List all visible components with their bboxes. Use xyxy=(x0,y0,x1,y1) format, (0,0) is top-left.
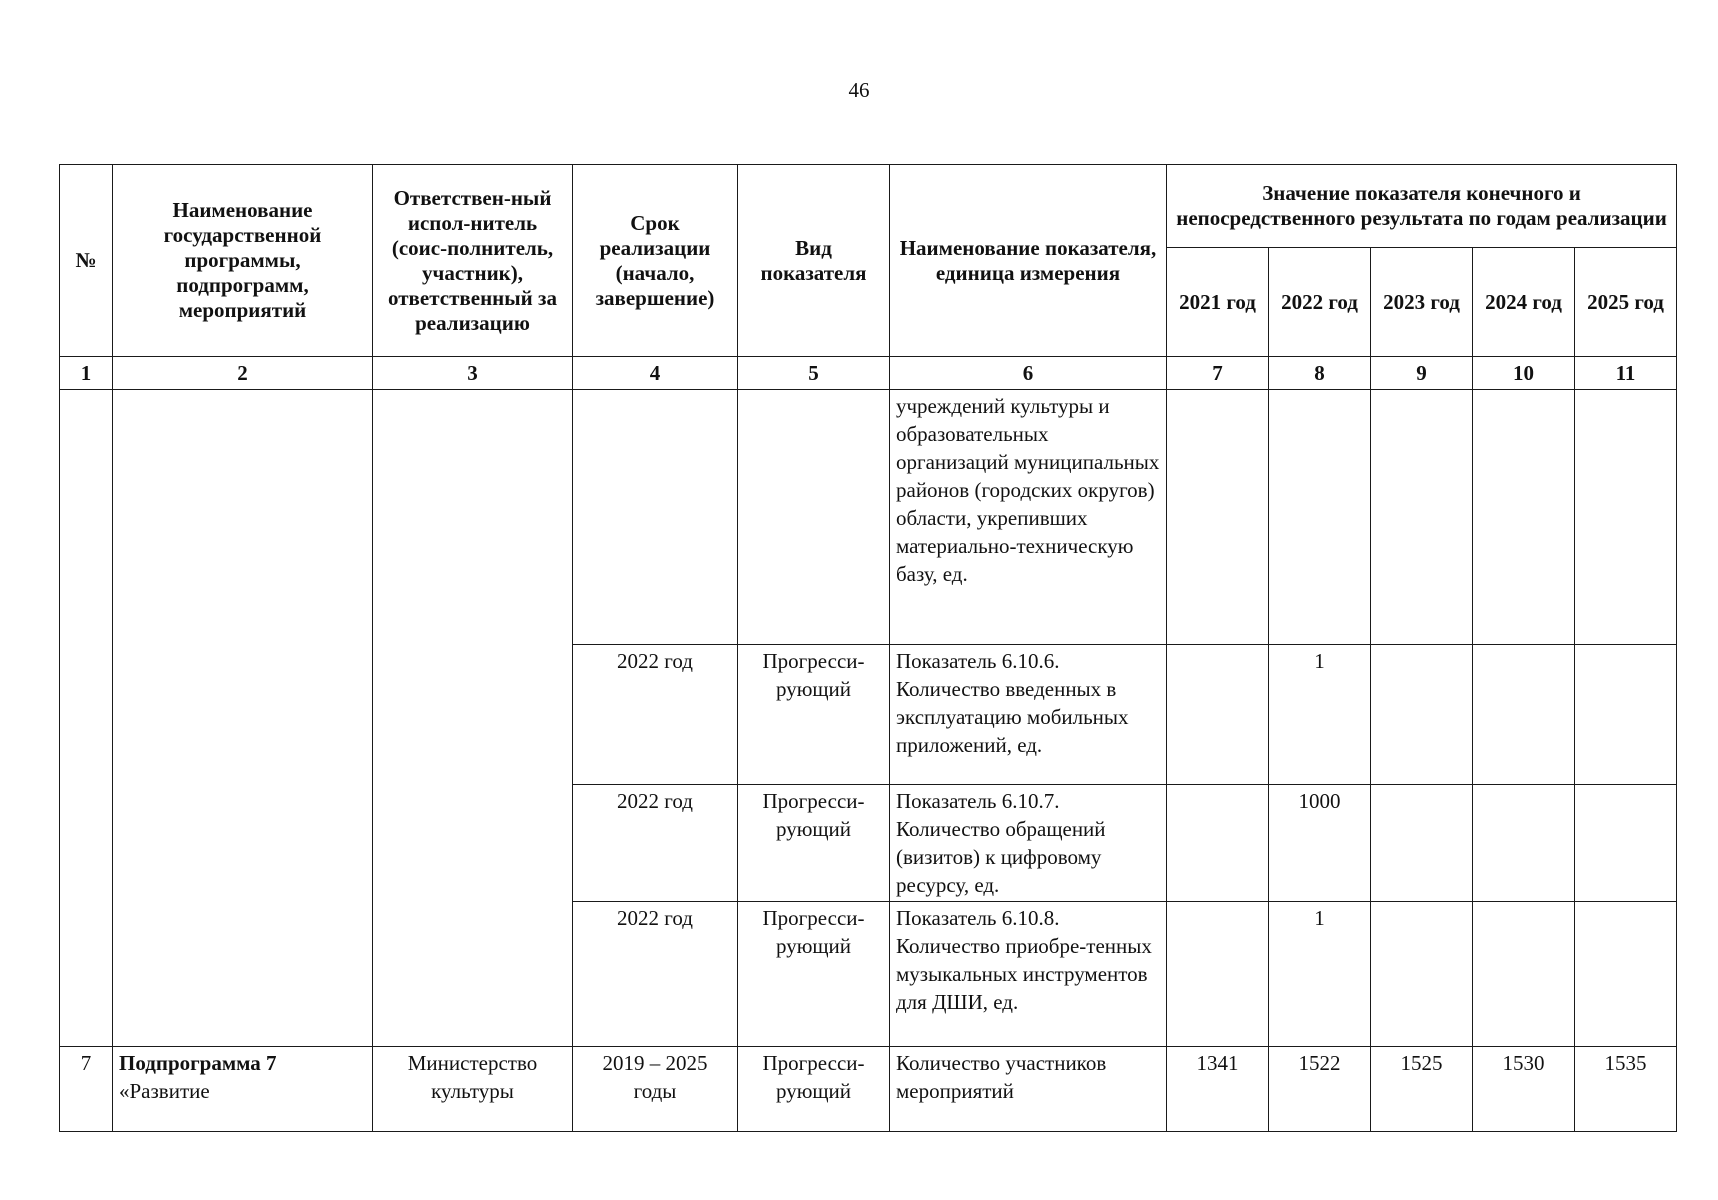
cell-term: 2022 год xyxy=(573,902,738,1047)
cell-program xyxy=(113,1047,373,1132)
header-row xyxy=(60,165,1677,248)
cell-responsible: Министерство культуры xyxy=(373,1047,573,1132)
cell-value-2022: 1000 xyxy=(1269,785,1371,902)
cell-term: 2019 – 2025 годы xyxy=(573,1047,738,1132)
cell-value-2022: 1 xyxy=(1269,902,1371,1047)
header-indicator: Наименование показателя, единица измерения xyxy=(890,165,1167,357)
header-type: Вид показателя xyxy=(738,165,890,357)
cell-value-2024: 1530 xyxy=(1473,1047,1575,1132)
table-row xyxy=(60,1047,1677,1132)
column-number: 10 xyxy=(1473,357,1575,390)
cell-indicator: Показатель 6.10.7. Количество обращений (визитов) к цифровому ресурсу, ед. xyxy=(890,785,1167,902)
cell-type: Прогресси-рующий xyxy=(738,785,890,902)
cell-type: Прогресси-рующий xyxy=(738,1047,890,1132)
cell-value-2025: 1535 xyxy=(1575,1047,1677,1132)
column-number: 4 xyxy=(573,357,738,390)
cell-no-empty xyxy=(60,390,113,1047)
column-number: 1 xyxy=(60,357,113,390)
header-year-2023: 2023 год xyxy=(1371,248,1473,357)
cell-program-empty xyxy=(113,390,373,1047)
column-number: 7 xyxy=(1167,357,1269,390)
indicators-table xyxy=(59,164,1677,1132)
column-number: 2 xyxy=(113,357,373,390)
cell-indicator: Показатель 6.10.6. Количество введенных в эксплуатацию мобильных приложений, ед. xyxy=(890,645,1167,785)
cell-term: 2022 год xyxy=(573,785,738,902)
column-number: 9 xyxy=(1371,357,1473,390)
column-number: 3 xyxy=(373,357,573,390)
cell-term-empty xyxy=(573,390,738,645)
header-year-2024: 2024 год xyxy=(1473,248,1575,357)
cell-indicator: Количество участников мероприятий xyxy=(890,1047,1167,1132)
header-values-group: Значение показателя конечного и непосредственного результата по годам реализации xyxy=(1167,165,1677,248)
cell-value-2022: 1 xyxy=(1269,645,1371,785)
cell-no: 7 xyxy=(60,1047,113,1132)
cell-value-2021: 1341 xyxy=(1167,1047,1269,1132)
header-no: № xyxy=(60,165,113,357)
header-year-2021: 2021 год xyxy=(1167,248,1269,357)
header-year-2025: 2025 год xyxy=(1575,248,1677,357)
cell-value-2023: 1525 xyxy=(1371,1047,1473,1132)
cell-responsible-empty xyxy=(373,390,573,1047)
subprogram-name: «Развитие xyxy=(119,1079,210,1103)
cell-type: Прогресси-рующий xyxy=(738,645,890,785)
cell-indicator: Показатель 6.10.8. Количество приобре-тенных музыкальных инструментов для ДШИ, ед. xyxy=(890,902,1167,1047)
cell-type-empty xyxy=(738,390,890,645)
header-term: Срок реализации (начало, завершение) xyxy=(573,165,738,357)
column-number: 11 xyxy=(1575,357,1677,390)
cell-value-2022: 1522 xyxy=(1269,1047,1371,1132)
header-program: Наименование государственной программы, подпрограмм, мероприятий xyxy=(113,165,373,357)
column-number: 6 xyxy=(890,357,1167,390)
column-number: 8 xyxy=(1269,357,1371,390)
cell-indicator: учреждений культуры и образовательных организаций муниципальных районов (городских округов) области, укрепивших материально-техническую базу, ед. xyxy=(890,390,1167,645)
header-year-2022: 2022 год xyxy=(1269,248,1371,357)
table-row xyxy=(60,390,1677,645)
column-number: 5 xyxy=(738,357,890,390)
cell-term: 2022 год xyxy=(573,645,738,785)
subprogram-title: Подпрограмма 7 xyxy=(119,1051,277,1075)
cell-type: Прогресси-рующий xyxy=(738,902,890,1047)
column-numbers-row xyxy=(60,357,1677,390)
header-responsible: Ответствен-ный испол-нитель (соис-полнитель, участник), ответственный за реализацию xyxy=(373,165,573,357)
page-number: 46 xyxy=(848,78,870,102)
